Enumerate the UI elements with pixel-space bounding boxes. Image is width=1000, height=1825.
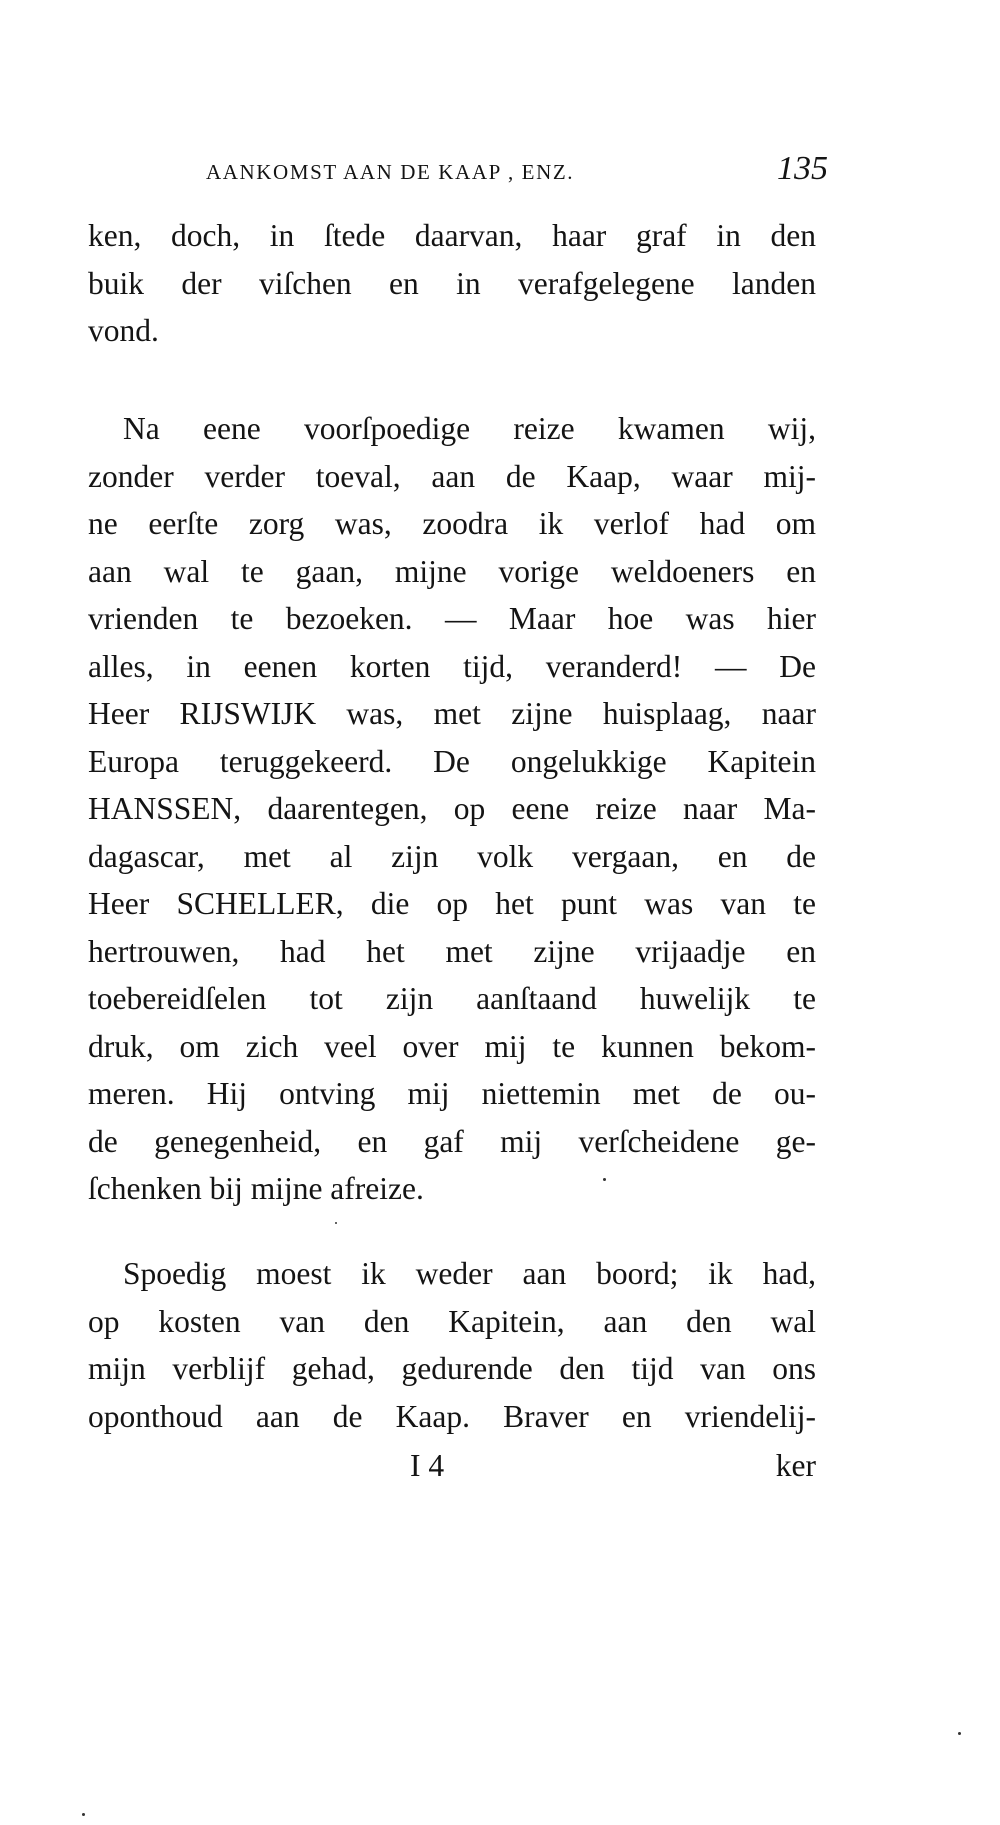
paper-speck (958, 1732, 961, 1735)
paper-speck (82, 1813, 85, 1816)
text-line: Europa teruggekeerd. De ongelukkige Kapitein (88, 743, 816, 779)
text-line: hertrouwen, had het met zijne vrijaadje en (88, 933, 816, 969)
text-line: ne eerſte zorg was, zoodra ik verlof had om (88, 506, 816, 541)
text-line: zonder verder toeval, aan de Kaap, waar mij- (88, 458, 816, 494)
text-line: meren. Hij ontving mij niettemin met de ou- (88, 1076, 816, 1111)
text-line: dagascar, met al zijn volk vergaan, en de (88, 838, 816, 874)
page-footer (88, 1448, 816, 1498)
text-line: aan wal te gaan, mijne vorige weldoeners en (88, 553, 816, 589)
paper-speck (335, 1222, 337, 1224)
text-line: op kosten van den Kapitein, aan den wal (88, 1303, 816, 1339)
page-number: 135 (777, 150, 828, 187)
paper-speck (603, 1178, 606, 1181)
paragraph-1 (88, 212, 816, 355)
text-line: mijn verblijf gehad, gedurende den tijd van ons (88, 1351, 816, 1386)
text-line: buik der viſchen en in verafgelegene landen (88, 265, 816, 301)
text-line: de genegenheid, en gaf mij verſcheidene ge- (88, 1123, 816, 1159)
text-line: Heer RIJSWIJK was, met zijne huisplaag, naar (88, 696, 816, 731)
text-line: ſchenken bij mijne afreize. (88, 1171, 424, 1206)
catchword: ker (775, 1448, 816, 1483)
signature-mark: I 4 (410, 1448, 445, 1483)
text-line: Na eene voorſpoedige reize kwamen wij, (123, 411, 816, 446)
text-line: HANSSEN, daarentegen, op eene reize naar Ma- (88, 791, 816, 826)
text-line: alles, in eenen korten tijd, veranderd! — De (88, 648, 816, 684)
text-line: vond. (88, 313, 159, 348)
running-head (88, 150, 828, 190)
paragraph-3 (88, 1250, 816, 1440)
running-title: AANKOMST AAN DE KAAP , ENZ. (206, 160, 575, 184)
text-line: oponthoud aan de Kaap. Braver en vriendelij- (88, 1398, 816, 1434)
text-line: druk, om zich veel over mij te kunnen bekom- (88, 1028, 816, 1064)
text-line: Spoedig moest ik weder aan boord; ik had, (123, 1256, 816, 1291)
text-line: Heer SCHELLER, die op het punt was van te (88, 886, 816, 921)
text-line: ken, doch, in ſtede daarvan, haar graf in den (88, 218, 816, 253)
paragraph-2 (88, 405, 816, 1213)
text-line: vrienden te bezoeken. — Maar hoe was hier (88, 601, 816, 636)
text-line: toebereidſelen tot zijn aanſtaand huwelijk te (88, 981, 816, 1016)
